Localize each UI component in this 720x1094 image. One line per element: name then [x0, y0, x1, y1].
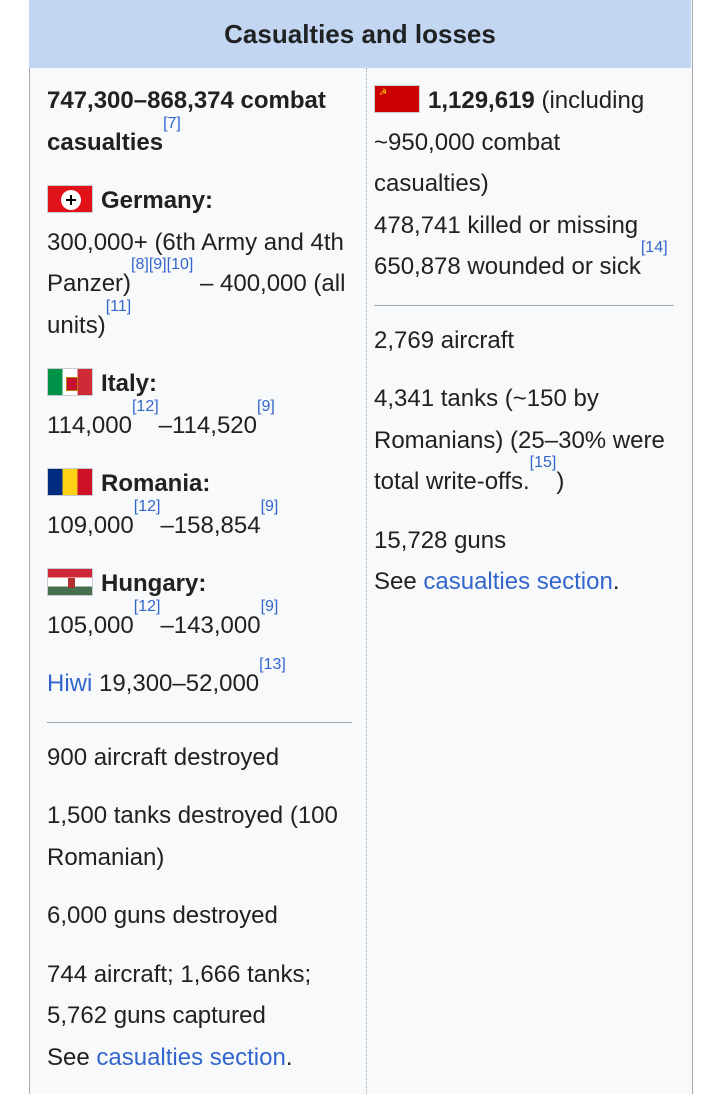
citation-link[interactable]: [8][9][10] [131, 256, 194, 273]
italy-entry: Italy: 114,000[12]–114,520[9] [47, 370, 275, 439]
citation-link[interactable]: [9] [257, 397, 275, 415]
soviet-union-flag-icon: ☭ [374, 85, 420, 113]
axis-see-casualties: See casualties section. [47, 1043, 293, 1071]
soviet-wounded: 650,878 wounded or sick[14] [374, 239, 668, 280]
casualties-section-link[interactable]: casualties section [96, 1043, 286, 1071]
hiwi-link[interactable]: Hiwi [47, 670, 93, 697]
kingdom-of-italy-flag-icon [47, 368, 93, 396]
citation-link[interactable]: [12] [131, 397, 159, 415]
hungary-entry: Hungary: 105,000[12]–143,000[9] [47, 570, 279, 639]
citation-link[interactable]: [9] [260, 497, 279, 515]
citation-link[interactable]: [9] [260, 597, 279, 615]
germany-entry: Germany: 300,000+ (6th Army and 4th Panzer)[8][9][10] – 400,000 (all units)[11] [47, 187, 346, 339]
soviet-total: ☭ 1,129,619 (including ~950,000 combat casualties) [374, 87, 645, 197]
column-divider [366, 68, 367, 1094]
axis-total: 747,300–868,374 combat casualties[7] [47, 87, 326, 156]
casualties-section-link[interactable]: casualties section [423, 568, 613, 595]
citation-link[interactable]: [7] [163, 114, 181, 132]
soviet-casualties-column [374, 80, 674, 603]
axis-tank-losses: 1,500 tanks destroyed (100 Romanian) [47, 802, 338, 871]
soviet-killed: 478,741 killed or missing [374, 211, 639, 239]
hiwi-entry: Hiwi 19,300–52,000[13] [47, 656, 286, 697]
citation-link[interactable]: [12] [133, 497, 161, 515]
nazi-germany-flag-icon [47, 185, 93, 213]
citation-link[interactable]: [12] [133, 597, 161, 615]
soviet-see-casualties: See casualties section. [374, 568, 620, 595]
citation-link[interactable]: [11] [105, 297, 132, 315]
citation-link[interactable]: [13] [259, 656, 286, 673]
soviet-gun-losses: 15,728 guns [374, 526, 507, 554]
romania-entry: Romania: 109,000[12]–158,854[9] [47, 470, 279, 539]
axis-captured-equipment: 744 aircraft; 1,666 tanks; 5,762 guns captured [47, 960, 312, 1029]
section-divider [374, 305, 674, 306]
romania-flag-icon [47, 468, 93, 496]
axis-aircraft-losses: 900 aircraft destroyed [47, 743, 280, 771]
citation-link[interactable]: [14] [640, 239, 668, 256]
soviet-aircraft-losses: 2,769 aircraft [374, 326, 515, 354]
hungary-flag-icon [47, 568, 93, 596]
section-header: Casualties and losses [29, 0, 691, 68]
citation-link[interactable]: [15] [529, 454, 557, 471]
soviet-tank-losses: 4,341 tanks (~150 by Romanians) (25–30% were total write-offs.[15]) [374, 385, 665, 495]
axis-casualties-column [47, 80, 352, 1078]
section-divider [47, 722, 352, 723]
axis-gun-losses: 6,000 guns destroyed [47, 902, 278, 929]
